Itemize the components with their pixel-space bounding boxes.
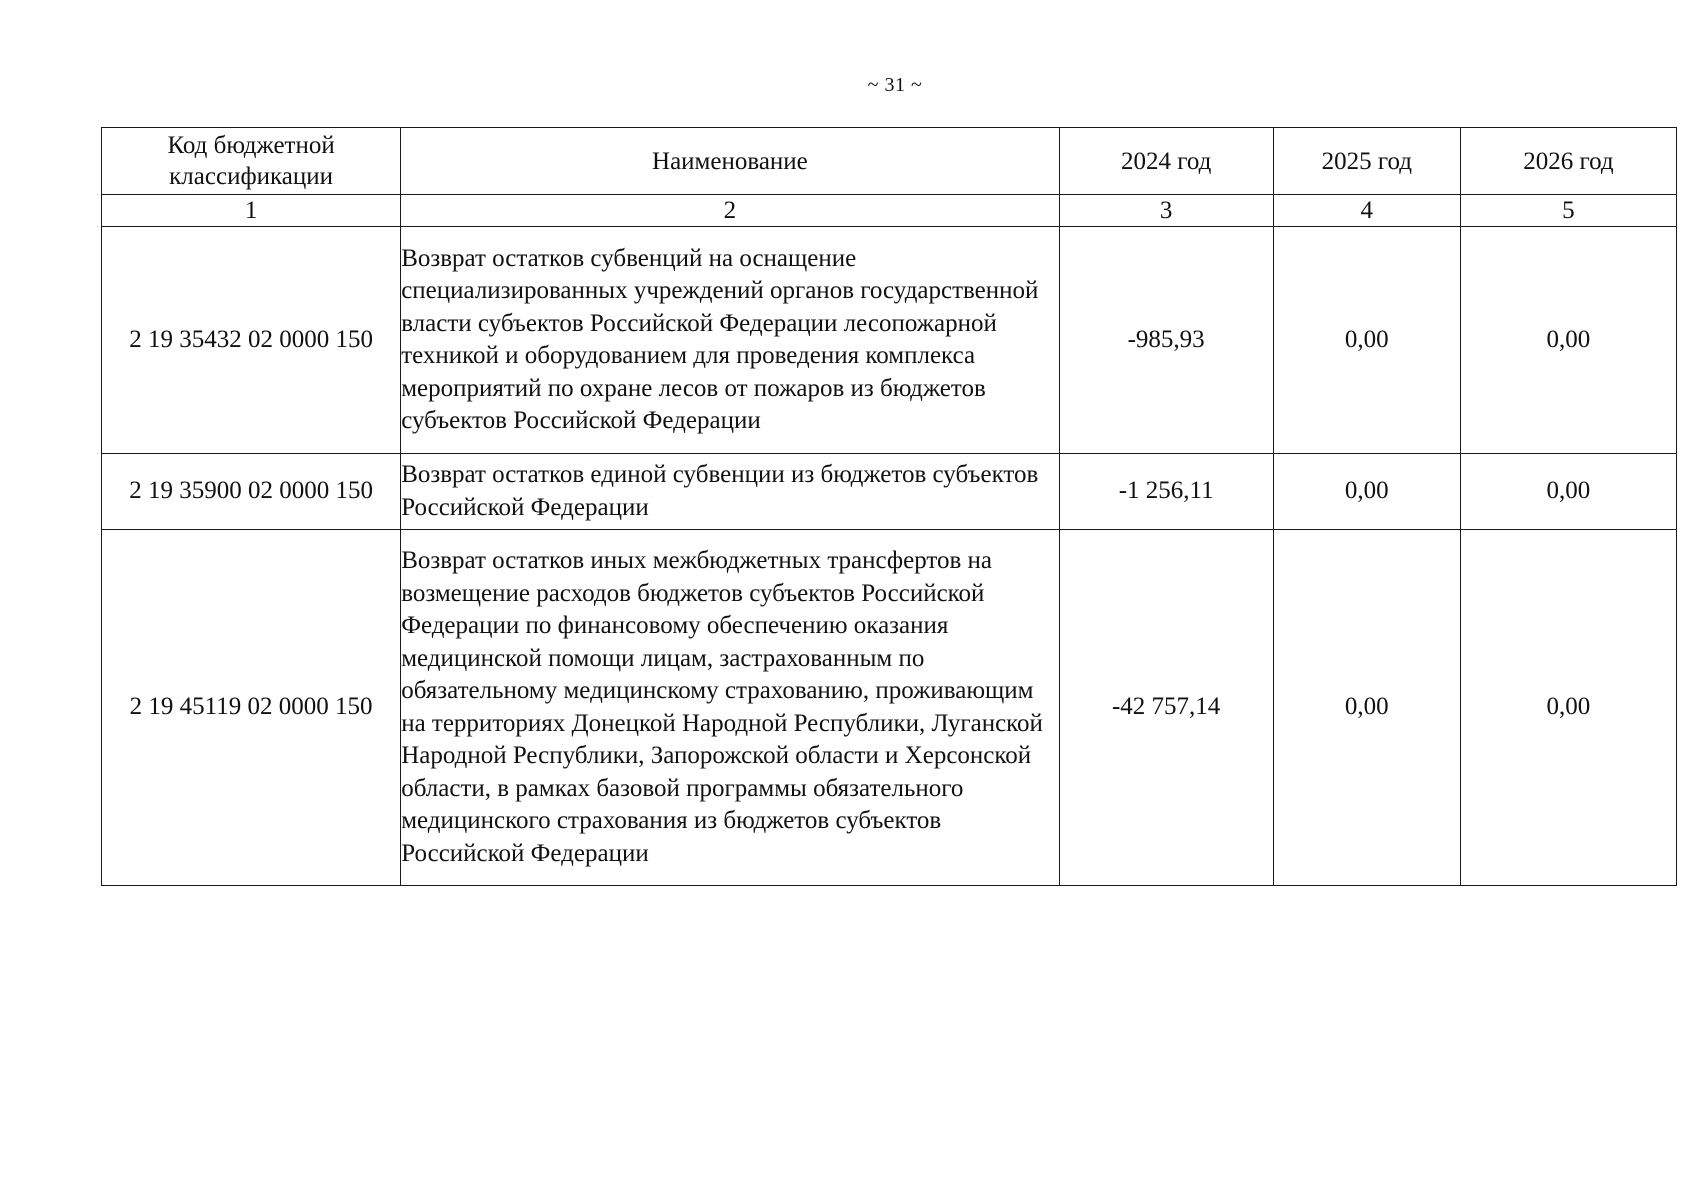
column-number: 3 xyxy=(1059,195,1273,227)
header-2024: 2024 год xyxy=(1059,128,1273,195)
table-row xyxy=(102,227,1677,454)
row-value-2026: 0,00 xyxy=(1460,227,1676,454)
column-number: 2 xyxy=(401,195,1059,227)
table-row xyxy=(102,530,1677,886)
row-name: Возврат остатков субвенций на оснащение специализированных учреждений органов государственной власти субъектов Российской Федерации лесопожарной техникой и оборудованием для проведения комплекса мероприятий по охране лесов от пожаров из бюджетов субъектов Российской Федерации xyxy=(401,227,1059,454)
row-value-2024: -985,93 xyxy=(1059,227,1273,454)
table-header-row xyxy=(102,128,1677,195)
row-value-2025: 0,00 xyxy=(1273,530,1460,886)
budget-table xyxy=(101,127,1677,886)
column-number: 5 xyxy=(1460,195,1676,227)
row-code: 2 19 35900 02 0000 150 xyxy=(102,454,401,530)
table-row xyxy=(102,454,1677,530)
row-value-2025: 0,00 xyxy=(1273,227,1460,454)
page-number: ~ 31 ~ xyxy=(867,74,923,96)
header-2026: 2026 год xyxy=(1460,128,1676,195)
column-number-row xyxy=(102,195,1677,227)
header-2025: 2025 год xyxy=(1273,128,1460,195)
row-value-2026: 0,00 xyxy=(1460,454,1676,530)
row-value-2024: -42 757,14 xyxy=(1059,530,1273,886)
column-number: 4 xyxy=(1273,195,1460,227)
row-value-2024: -1 256,11 xyxy=(1059,454,1273,530)
header-code: Код бюджетной классификации xyxy=(102,128,401,195)
row-value-2026: 0,00 xyxy=(1460,530,1676,886)
header-name: Наименование xyxy=(401,128,1059,195)
row-name: Возврат остатков единой субвенции из бюджетов субъектов Российской Федерации xyxy=(401,454,1059,530)
row-name: Возврат остатков иных межбюджетных трансфертов на возмещение расходов бюджетов субъектов Российской Федерации по финансовому обеспечению оказания медицинской помощи лицам, застрахованным по обязательному медицинскому страхованию, проживающим на территориях Донецкой Народной Республики, Луганской Народной Республики, Запорожской области и Херсонской области, в рамках базовой программы обязательного медицинского страхования из бюджетов субъектов Российской Федерации xyxy=(401,530,1059,886)
row-code: 2 19 45119 02 0000 150 xyxy=(102,530,401,886)
row-value-2025: 0,00 xyxy=(1273,454,1460,530)
row-code: 2 19 35432 02 0000 150 xyxy=(102,227,401,454)
column-number: 1 xyxy=(102,195,401,227)
